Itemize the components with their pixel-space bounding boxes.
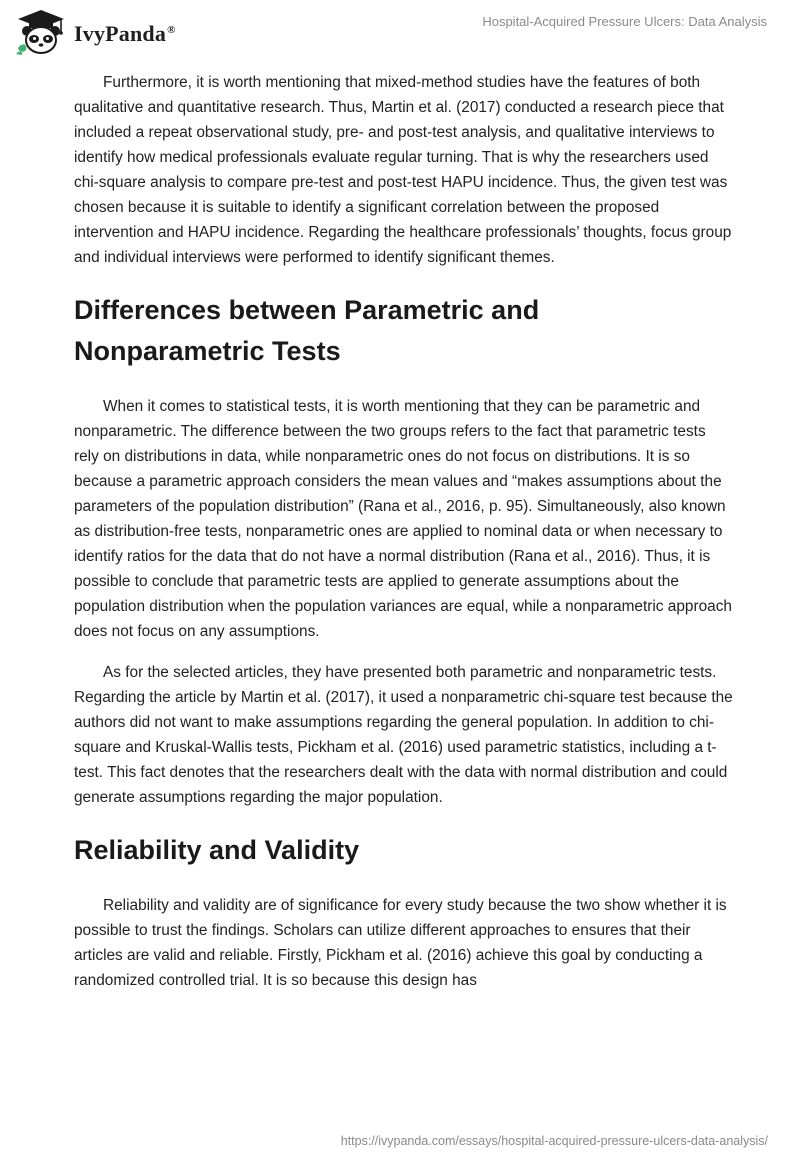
registered-mark: ® [167, 23, 176, 36]
document-title: Hospital-Acquired Pressure Ulcers: Data Analysis [482, 14, 767, 29]
paragraph-reliability-1: Reliability and validity are of significance for every study because the two show whether it is possible to trust the findings. Scholars can utilize different approaches to ensures that their articles are valid and reliable. Firstly, Pickham et al. (2016) achieve this goal by conducting a randomized controlled trial. It is so because this design has [74, 897, 727, 989]
brand-logo[interactable] [14, 8, 176, 56]
page-header [0, 0, 800, 60]
panda-graduate-icon [14, 8, 68, 56]
section-heading-reliability: Reliability and Validity [74, 835, 360, 865]
section-heading-parametric: Differences between Parametric and Nonparametric Tests [74, 295, 540, 366]
intro-paragraph: Furthermore, it is worth mentioning that mixed-method studies have the features of both qualitative and quantitative research. Thus, Martin et al. (2017) conducted a research piece that included a repeat observational study, pre- and post-test analysis, and qualitative interviews to identify how medical professionals evaluate regular turning. That is why the researchers used chi-square analysis to compare pre-test and post-test HAPU incidence. Thus, the given test was chosen because it is suitable to identify a significant correlation between the proposed intervention and HAPU incidence. Regarding the healthcare professionals’ thoughts, focus group and individual interviews were performed to identify significant themes. [74, 74, 732, 266]
source-url[interactable]: https://ivypanda.com/essays/hospital-acquired-pressure-ulcers-data-analysis/ [340, 1134, 768, 1148]
paragraph-parametric-1: When it comes to statistical tests, it is worth mentioning that they can be parametric and nonparametric. The difference between the two groups refers to the fact that parametric tests rely on distributions in data, while nonparametric ones do not focus on distributions. It is so because a parametric approach considers the mean values and “makes assumptions about the parameters of the population distribution” (Rana et al., 2016, p. 95). Simultaneously, also known as distribution-free tests, nonparametric ones are applied to nominal data or when necessary to identify ratios for the data that do not have a normal distribution (Rana et al., 2016). Thus, it is possible to conclude that parametric tests are applied to generate assumptions about the population distribution when the population variances are equal, while a nonparametric approach does not focus on any assumptions. [74, 398, 732, 640]
paragraph-parametric-2: As for the selected articles, they have presented both parametric and nonparametric tests. Regarding the article by Martin et al. (2017), it used a nonparametric chi-square test because the authors did not want to make assumptions regarding the general population. In addition to chi-square and Kruskal-Wallis tests, Pickham et al. (2016) used parametric statistics, including a t-test. This fact denotes that the researchers dealt with the data with normal distribution and could generate assumptions regarding the major population. [74, 664, 733, 806]
article-body [74, 70, 734, 1009]
brand-name: IvyPanda® [74, 21, 176, 46]
